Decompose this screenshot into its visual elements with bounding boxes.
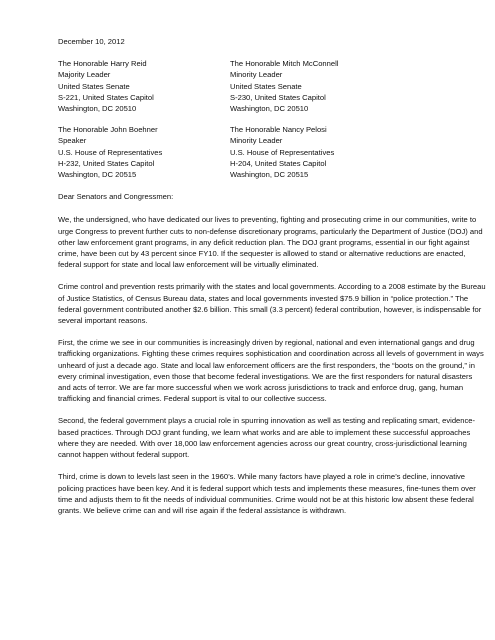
addressee-title: Speaker [58, 136, 87, 146]
addressee-city: Washington, DC 20510 [58, 104, 137, 114]
paragraph-2: Crime control and prevention rests primarily with the states and local governments. According to a 2008 estimate by the Bureau of Justice Statistics, of Census Bureau data, states and local governments invested $75.9 billion in “police protection.” The federal government contributed another $2.6 billion. This small (3.3 percent) federal contribution, however, is indispensable for several important reasons. [58, 282, 486, 326]
addressee-name: The Honorable Nancy Pelosi [230, 125, 327, 135]
addressee-block [230, 124, 402, 180]
addressee-name: The Honorable Harry Reid [58, 59, 147, 69]
addressee-body: United States Senate [58, 81, 130, 91]
addressee-block [58, 58, 230, 114]
paragraph-5: Third, crime is down to levels last seen in the 1960’s. While many factors have played a role in crime’s decline, innovative policing practices have been key. And it is federal support which tests and implements these measures, fine-tunes them over time and adjusts them to fit the needs of individual communities. Crime would not be at this historic low absent these federal grants. We believe crime can and will rise again if the federal assistance is withdrawn. [58, 472, 476, 515]
letter-body [58, 36, 486, 516]
addressee-title: Minority Leader [230, 136, 283, 146]
addressee-body: U.S. House of Representatives [58, 147, 163, 157]
addressee-city: Washington, DC 20515 [230, 170, 309, 180]
addressee-city: Washington, DC 20510 [230, 104, 309, 114]
addressee-block [58, 124, 230, 180]
addressee-name: The Honorable John Boehner [58, 125, 158, 135]
salutation: Dear Senators and Congressmen: [58, 192, 174, 202]
addressee-block [230, 58, 402, 114]
addressee-title: Minority Leader [230, 70, 283, 80]
addressee-office: S-230, United States Capitol [230, 92, 326, 102]
addressee-name: The Honorable Mitch McConnell [230, 59, 339, 69]
paragraph-4: Second, the federal government plays a crucial role in spurring innovation as well as testing and replicating smart, evidence-based practices. Through DOJ grant funding, we learn what works and are able to implement these successful approaches where they are needed. With over 18,000 law enforcement agencies across our great country, cross-jurisdictional learning cannot happen without federal support. [58, 416, 476, 460]
addressee-body: U.S. House of Representatives [230, 147, 335, 157]
addressee-title: Majority Leader [58, 70, 111, 80]
addressee-row-senate [58, 58, 486, 114]
addressee-city: Washington, DC 20515 [58, 170, 137, 180]
addressee-office: S-221, United States Capitol [58, 92, 154, 102]
addressee-office: H-204, United States Capitol [230, 158, 327, 168]
letter-date: December 10, 2012 [58, 37, 125, 46]
addressee-office: H-232, United States Capitol [58, 158, 155, 168]
addressee-body: United States Senate [230, 81, 302, 91]
addressee-row-house [58, 124, 486, 180]
paragraph-1: We, the undersigned, who have dedicated our lives to preventing, fighting and prosecuting crime in our communities, write to urge Congress to prevent further cuts to non-defense discretionary programs, particularly the Department of Justice (DOJ) and other law enforcement grant programs, in any deficit reduction plan. The DOJ grant programs, essential in our fight against crime, have been cut by 43 percent since FY10. If the sequester is allowed to stand or alternative reductions are enacted, federal support for state and local law enforcement will be virtually eliminated. [58, 215, 483, 270]
paragraph-3: First, the crime we see in our communities is increasingly driven by regional, national and even international gangs and drug trafficking organizations. Fighting these crimes requires sophistication and coordination across all levels of government in ways unheard of just a decade ago. State and local law enforcement officers are the first responders, the “boots on the ground,” in every criminal investigation, even those that become federal investigations. We are the first responders for natural disasters and acts of terror. We are far more successful when we work across jurisdictions to track and enforce drug, gang, human trafficking and financial crimes. Federal support is vital to our collective success. [58, 338, 484, 404]
